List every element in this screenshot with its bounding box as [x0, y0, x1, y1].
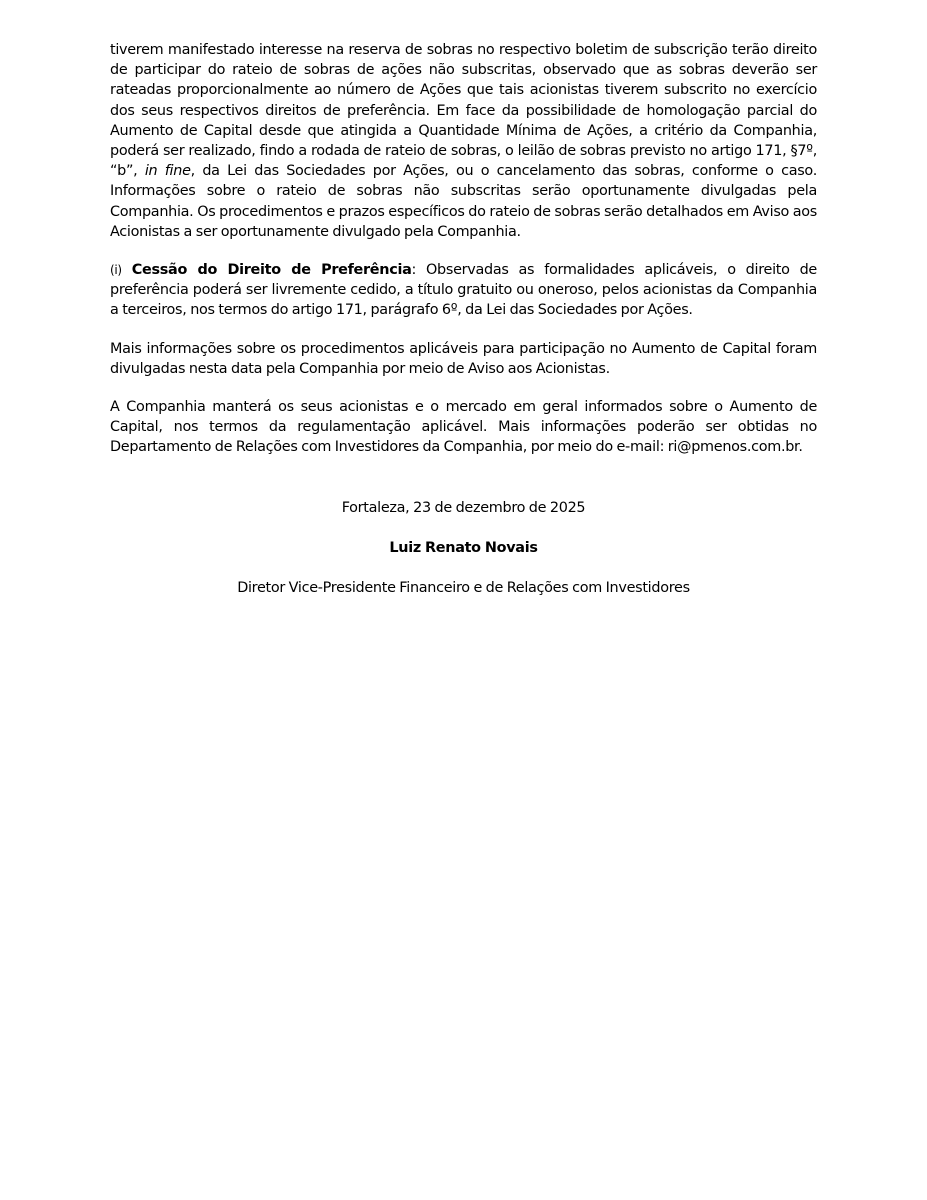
paragraph-sobras-rest: , da Lei das Sociedades por Ações, ou o cancelamento das sobras, conforme o caso. Informações sobre o rateio de sobras não subscritas serão oportunamente divulgadas pela Companhia. Os procedimentos e prazos específicos do rateio de sobras serão detalhados em Aviso aos Acionistas a ser oportunamente divulgado pela Companhia. [110, 163, 817, 240]
paragraph-sobras-text: tiverem manifestado interesse na reserva de sobras no respectivo boletim de subscrição terão direito de participar do rateio de sobras de ações não subscritas, observado que as sobras deverão ser rateadas proporcionalmente ao número de Ações que tais acionistas tiverem subscrito no exercício dos seus respectivos direitos de preferência. Em face da possibilidade de homologação parcial do Aumento de Capital desde que atingida a Quantidade Mínima de Ações, a critério da Companhia, poderá ser realizado, findo a rodada de rateio de sobras, o leilão de sobras previsto no artigo 171, §7º, “b”, [110, 42, 817, 180]
document-page [110, 40, 817, 598]
place-date: Fortaleza, 23 de dezembro de 2025 [341, 499, 586, 516]
item-cessao-direito-preferencia [110, 260, 817, 321]
paragraph-sobras-italic: in fine [144, 163, 191, 180]
paragraph-sobras [110, 40, 817, 242]
item-marker: (i) [110, 263, 122, 278]
signer-name: Luiz Renato Novais [389, 539, 538, 556]
paragraph-contato-ri: A Companhia manterá os seus acionistas e o mercado em geral informados sobre o Aumento de Capital, nos termos da regulamentação aplicável. Mais informações poderão ser obtidas no Departamento de Relações com Investidores da Companhia, por meio do e-mail: ri@pmenos.com.br. [110, 399, 817, 456]
signer-title: Diretor Vice-Presidente Financeiro e de Relações com Investidores [237, 580, 690, 597]
item-text: : Observadas as formalidades aplicáveis, o direito de preferência poderá ser livremente cedido, a título gratuito ou oneroso, pelos acionistas da Companhia a terceiros, nos termos do artigo 171, parágrafo 6º, da Lei das Sociedades por Ações. [110, 262, 817, 319]
item-heading: Cessão do Direito de Preferência [131, 262, 412, 279]
paragraph-mais-informacoes: Mais informações sobre os procedimentos aplicáveis para participação no Aumento de Capital foram divulgadas nesta data pela Companhia por meio de Aviso aos Acionistas. [110, 340, 817, 377]
